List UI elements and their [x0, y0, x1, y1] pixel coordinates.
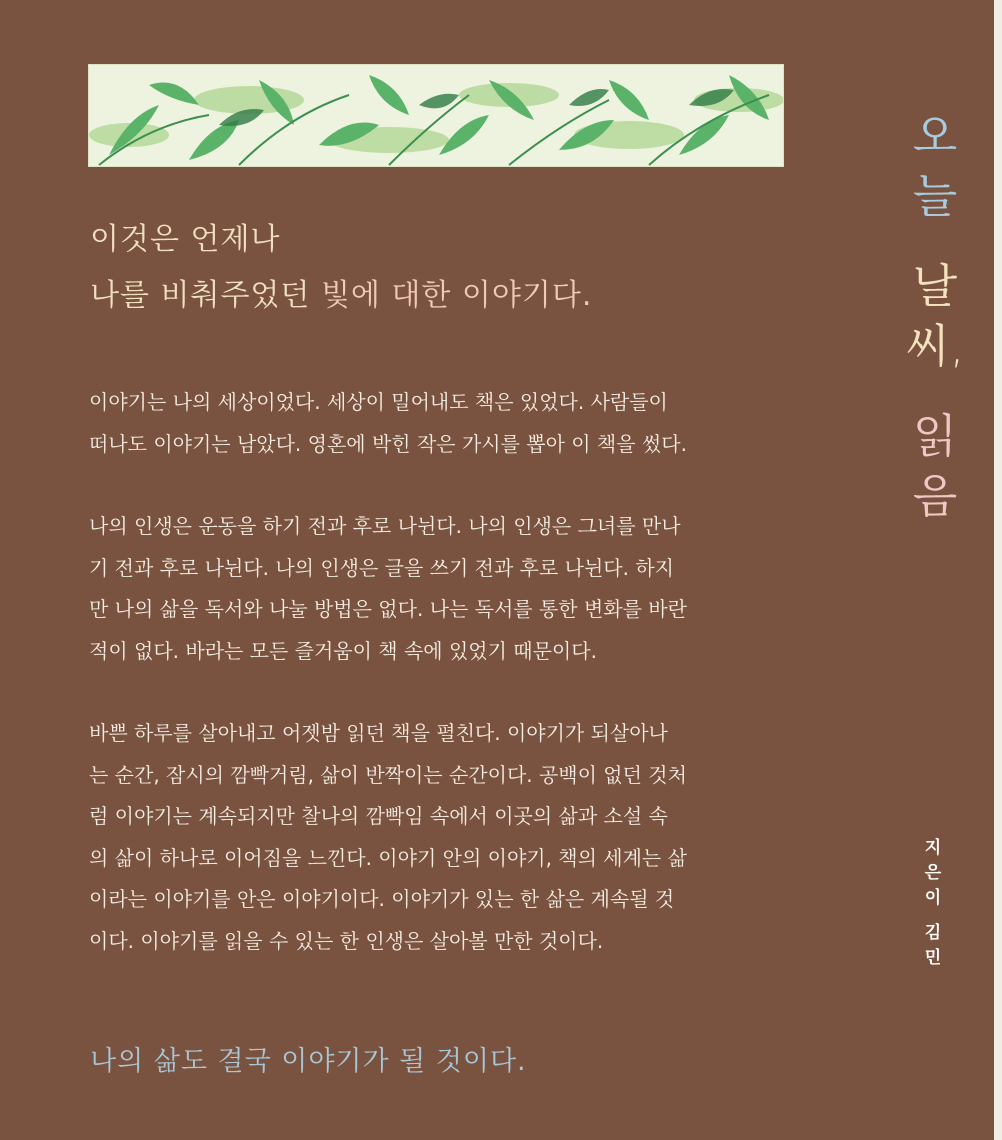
paragraph-2 — [89, 506, 789, 672]
title-char: 늘 — [912, 169, 958, 223]
title-char: 씨, — [905, 319, 965, 373]
page-edge — [994, 0, 1002, 1140]
intro-quote — [90, 212, 592, 324]
author-char: 지 — [924, 838, 942, 858]
paragraph-3 — [89, 713, 789, 962]
intro-line-1: 이것은 언제나 — [90, 222, 281, 257]
paragraph-line: 럼 이야기는 계속되지만 찰나의 깜빡임 속에서 이곳의 삶과 소설 속 — [89, 804, 668, 828]
paragraph-line: 바쁜 하루를 살아내고 어젯밤 읽던 책을 펼친다. 이야기가 되살아나 — [89, 721, 668, 745]
paragraph-line: 이다. 이야기를 읽을 수 있는 한 인생은 살아볼 만한 것이다. — [89, 928, 604, 953]
author-char: 민 — [924, 948, 942, 968]
author-char: 김 — [924, 923, 942, 943]
paragraph-line: 떠나도 이야기는 남았다. 영혼에 박힌 작은 가시를 뽑아 이 책을 썼다. — [89, 431, 687, 456]
paragraph-line: 이야기는 나의 세상이었다. 세상이 밀어내도 책은 있었다. 사람들이 — [89, 390, 668, 414]
intro-line-2-start: 나를 비춰주었던 — [90, 278, 321, 313]
paragraph-line: 는 순간, 잠시의 깜빡거림, 삶이 반짝이는 순간이다. 공백이 없던 것처 — [89, 762, 687, 787]
title-char: 오 — [912, 109, 958, 163]
paragraph-line: 만 나의 삶을 독서와 나눌 방법은 없다. 나는 독서를 통한 변화를 바란 — [89, 597, 687, 621]
author-char: 은 — [924, 863, 942, 883]
paragraph-line: 적이 없다. 바라는 모든 즐거움이 책 속에 있었기 때문이다. — [89, 638, 597, 663]
paragraph-line: 이라는 이야기를 안은 이야기이다. 이야기가 있는 한 삶은 계속될 것 — [89, 887, 675, 911]
closing-line: 나의 삶도 결국 이야기가 될 것이다. — [90, 1046, 527, 1077]
paragraph-line: 기 전과 후로 나뉜다. 나의 인생은 글을 쓰기 전과 후로 나뉜다. 하지 — [89, 555, 674, 580]
paragraph-line: 의 삶이 하나로 이어짐을 느낀다. 이야기 안의 이야기, 책의 세계는 삶 — [89, 845, 687, 870]
author-vertical — [918, 836, 948, 971]
intro-line-2-highlight: 빛에 대한 이야기다. — [320, 278, 593, 313]
paragraph-line: 나의 인생은 운동을 하기 전과 후로 나뉜다. 나의 인생은 그녀를 만나 — [89, 514, 681, 538]
title-char: 날 — [912, 259, 958, 313]
intro-line-2 — [90, 268, 592, 324]
book-title-vertical — [900, 106, 970, 526]
leaves-illustration — [89, 65, 783, 166]
title-char: 읽 — [912, 409, 958, 463]
body-text — [89, 382, 789, 962]
author-char: 이 — [924, 888, 942, 908]
leaf-illustration-banner — [88, 64, 784, 167]
title-char: 음 — [912, 469, 958, 523]
paragraph-1 — [89, 382, 789, 465]
